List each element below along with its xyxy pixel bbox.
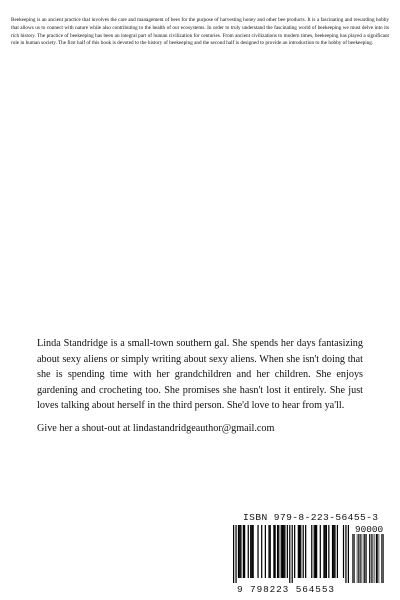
- barcode-bar: [261, 525, 262, 578]
- barcode-bar: [305, 525, 306, 578]
- barcode-bar: [352, 534, 353, 583]
- price-code: 90000: [355, 524, 384, 535]
- barcode-bar: [323, 525, 324, 578]
- ean-barcode: [233, 525, 349, 583]
- barcode-bar: [270, 525, 271, 578]
- barcode-bar: [314, 525, 315, 578]
- barcode-bar: [365, 534, 366, 583]
- barcode-bar: [294, 525, 295, 578]
- barcode-bar: [235, 525, 236, 583]
- barcode-bar: [377, 534, 378, 583]
- barcode-bar: [337, 525, 338, 578]
- blurb-text: Beekeeping is an ancient practice that involves the care and management of bees for the purpose of harvesting honey and other bee products. It is a fascinating and rewarding hobby that allows us to connect with nature while also contributing to the health of our ecosystems. In order to truly understand the fascinating world of beekeeping we must delve into its rich history. The practice of beekeeping has been an integral part of human civilization for centuries. From ancient civilizations to modern times, beekeeping has played a significant role in human society. The first half of this book is devoted to the history of beekeeping and the second half is designed to provide an introduction to the hobby of beekeeping.: [11, 17, 389, 47]
- barcode-bar: [348, 525, 349, 583]
- barcode-bar: [354, 534, 355, 583]
- barcode-bar: [334, 525, 335, 578]
- barcode-bar: [284, 525, 285, 578]
- barcode-bar: [353, 534, 354, 583]
- barcode-bar: [316, 525, 317, 578]
- barcode-bar: [281, 525, 282, 578]
- barcode-bar: [320, 525, 321, 578]
- author-bio-text: Linda Standridge is a small-town southern gal. She spends her days fantasizing about sexy aliens or simply writing about sexy aliens. When she isn't doing that she is spending time with her grandchildren and her children. She enjoys gardening and crocheting too. She promises she hasn't lost it entirely. She just loves talking about herself in the third person. She'd love to hear from ya'll.: [37, 338, 363, 412]
- barcode-bar: [298, 525, 299, 578]
- barcode-bar: [303, 525, 304, 578]
- back-cover-blurb: [11, 17, 389, 48]
- isbn-label: ISBN 979-8-223-56455-3: [243, 512, 379, 523]
- barcode-bar: [370, 534, 371, 583]
- barcode-bar: [366, 534, 367, 583]
- barcode-bar: [253, 525, 254, 578]
- barcode-bar: [328, 525, 329, 578]
- barcode-bar: [299, 525, 300, 578]
- barcode-bar: [268, 525, 269, 578]
- barcode-bar: [364, 534, 365, 583]
- barcode-bar: [240, 525, 241, 578]
- barcode-bar: [332, 525, 333, 578]
- barcode-bar: [369, 534, 370, 583]
- barcode-bar: [244, 525, 245, 578]
- barcode-bar: [283, 525, 284, 578]
- barcode-bar: [325, 525, 326, 578]
- barcode-bar: [287, 525, 288, 578]
- barcode-bar: [371, 534, 372, 583]
- barcode-bar: [243, 525, 244, 578]
- barcode-bar: [289, 525, 290, 583]
- barcode-bar: [345, 525, 346, 583]
- barcode-bar: [377, 534, 378, 583]
- barcode-bar: [376, 534, 377, 583]
- barcode-bar: [239, 525, 240, 578]
- barcode-bar: [277, 525, 278, 578]
- barcode-bar: [358, 534, 359, 583]
- author-bio: [37, 336, 363, 437]
- barcode-bar: [282, 525, 283, 578]
- barcode-bar: [251, 525, 252, 578]
- barcode-bar: [326, 525, 327, 578]
- barcode-bar: [383, 534, 384, 583]
- barcode-bar: [379, 534, 380, 583]
- barcode-bar: [372, 534, 373, 583]
- barcode-bar: [292, 525, 293, 583]
- barcode-bar: [315, 525, 316, 578]
- barcode-bar: [357, 534, 358, 583]
- barcode-bar: [233, 525, 234, 583]
- barcode-bar: [257, 525, 258, 578]
- barcode-bar: [359, 534, 360, 583]
- barcode-bar: [265, 525, 266, 578]
- barcode-bar: [248, 525, 249, 578]
- barcode-bar: [381, 534, 382, 583]
- author-contact: Give her a shout-out at lindastandridgeauthor@gmail.com: [37, 422, 275, 434]
- barcode-bar: [343, 525, 344, 578]
- barcode-bar: [333, 525, 334, 578]
- addon-barcode: [352, 534, 384, 583]
- barcode-bar: [278, 525, 279, 578]
- ean-digits: 9 798223 564553: [237, 584, 335, 595]
- barcode-bar: [250, 525, 251, 578]
- barcode-bar: [238, 525, 239, 578]
- barcode-bar: [360, 534, 361, 583]
- barcode-bar: [362, 534, 363, 583]
- barcode-bar: [275, 525, 276, 578]
- isbn-barcode-block: [233, 508, 385, 594]
- barcode-bar: [382, 534, 383, 583]
- barcode-bar: [364, 534, 365, 583]
- barcode-bar: [300, 525, 301, 578]
- barcode-bar: [374, 534, 375, 583]
- barcode-bar: [311, 525, 312, 578]
- barcode-bar: [273, 525, 274, 578]
